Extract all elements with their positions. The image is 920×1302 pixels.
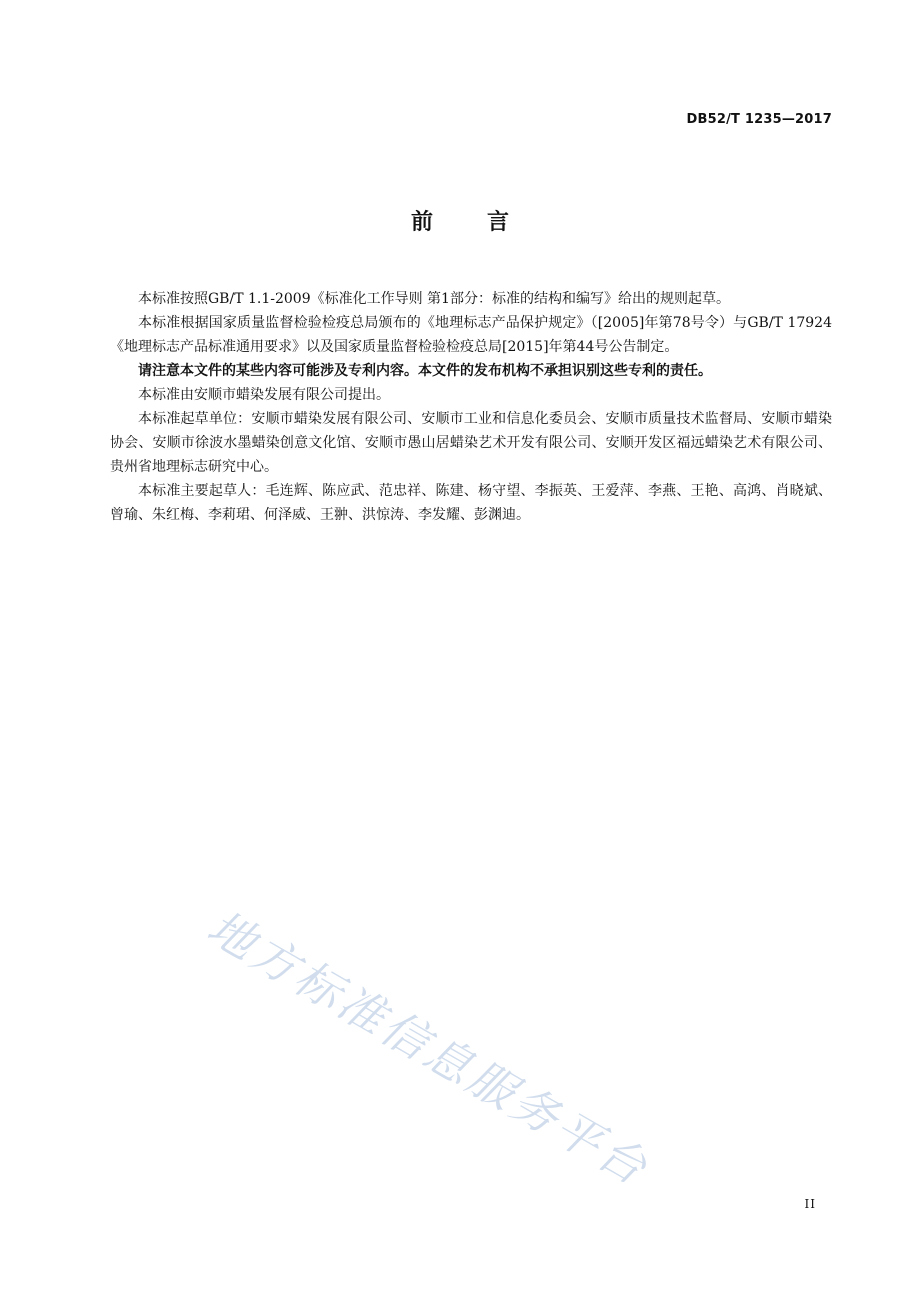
paragraph-drafters: 本标准主要起草人：毛连辉、陈应武、范忠祥、陈建、杨守望、李振英、王爱萍、李燕、王艳、高鸿、肖晓斌、曾瑜、朱红梅、李莉珺、何泽威、王翀、洪惊涛、李发耀、彭渊迪。 [110, 483, 832, 523]
paragraph-proposer: 本标准由安顺市蜡染发展有限公司提出。 [138, 387, 390, 403]
foreword-body [110, 287, 832, 527]
watermark: 地方标准信息服务平台 [198, 899, 659, 1197]
paragraph-basis: 本标准根据国家质量监督检验检疫总局颁布的《地理标志产品保护规定》（[2005]年第78号令）与GB/T 17924《地理标志产品标准通用要求》以及国家质量监督检验检疫总局[2015]年第44号公告制定。 [110, 315, 832, 355]
paragraph-drafting-rules: 本标准按照GB/T 1.1-2009《标准化工作导则 第1部分：标准的结构和编写》给出的规则起草。 [138, 291, 730, 307]
document-code: DB52/T 1235—2017 [686, 112, 832, 127]
page-number: II [804, 1197, 816, 1211]
page-title: 前言 [410, 210, 563, 235]
paragraph-patent-notice: 请注意本文件的某些内容可能涉及专利内容。本文件的发布机构不承担识别这些专利的责任。 [138, 363, 712, 379]
paragraph-drafting-units: 本标准起草单位：安顺市蜡染发展有限公司、安顺市工业和信息化委员会、安顺市质量技术监督局、安顺市蜡染协会、安顺市徐波水墨蜡染创意文化馆、安顺市愚山居蜡染艺术开发有限公司、安顺开发区福远蜡染艺术有限公司、贵州省地理标志研究中心。 [110, 411, 832, 475]
